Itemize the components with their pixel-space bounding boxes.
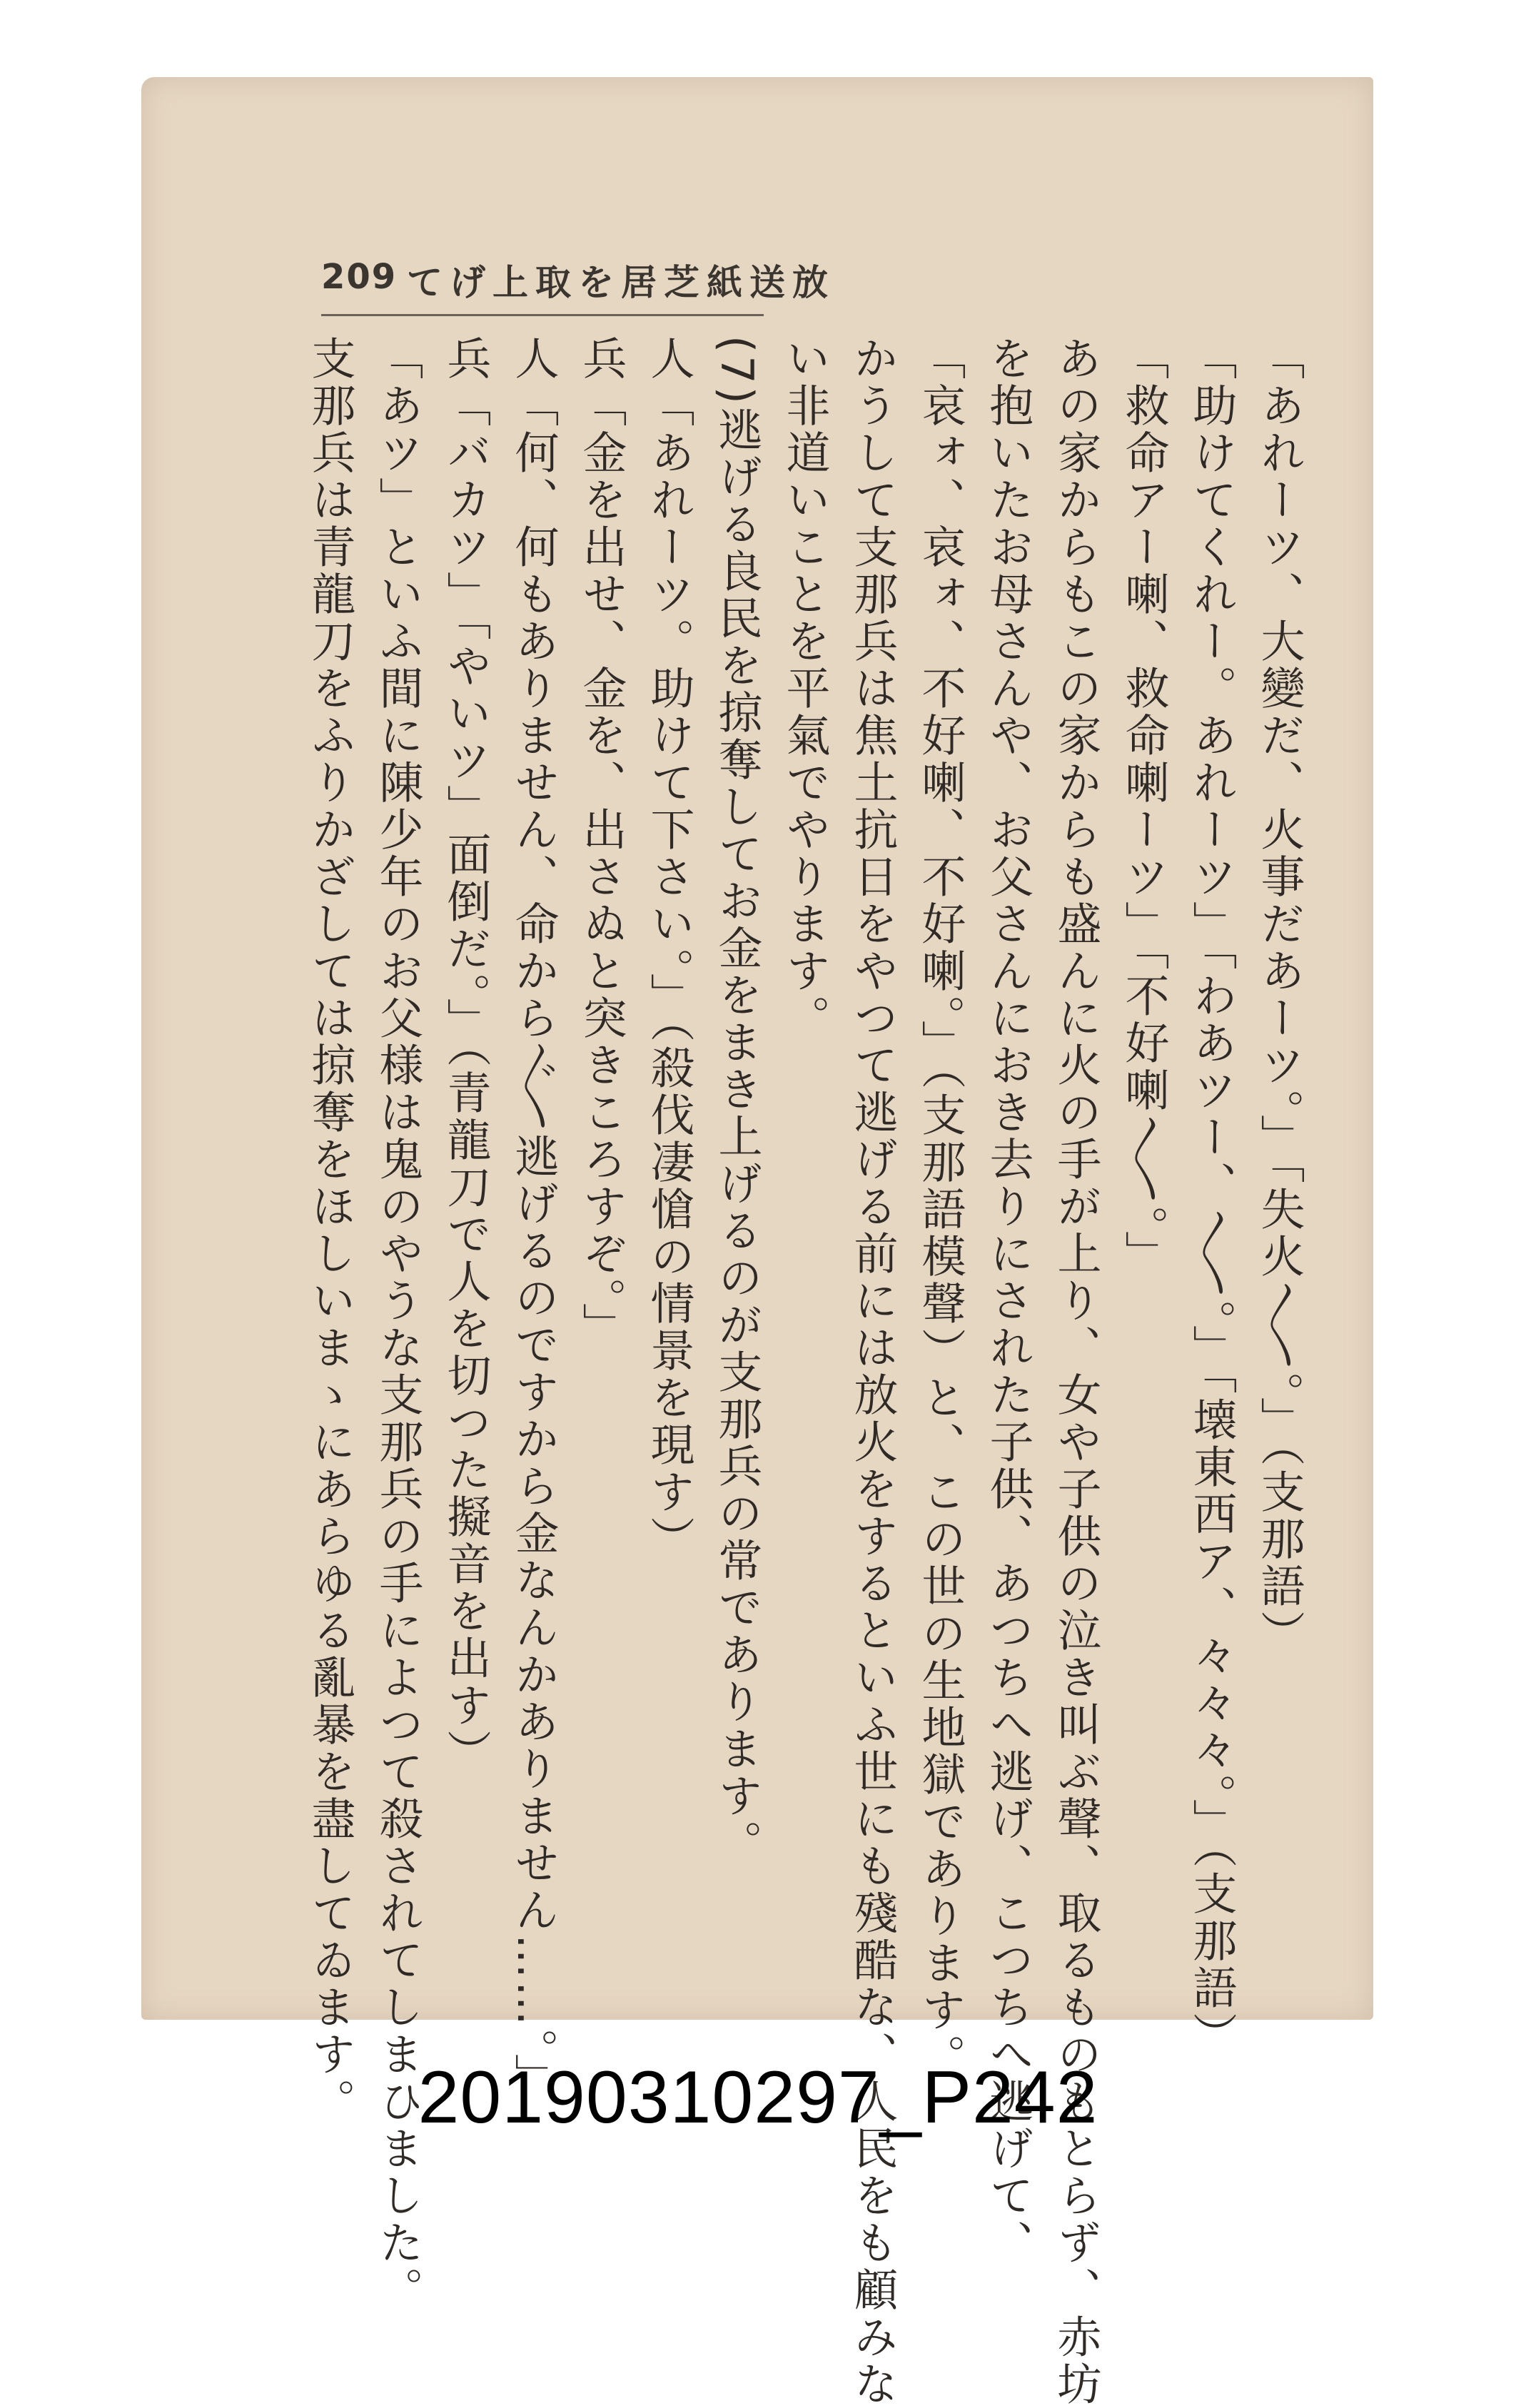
page-number: 209 [321,257,398,297]
text-line-9: (7)逃げる良民を掠奪してお金をまき上げるのが支那兵の常であります。 [711,335,763,1867]
text-line-12: 人「何、何もありません、命から〲逃げるのですから金なんかありません……。」 [507,335,560,2100]
running-header [321,243,835,316]
text-line-3: 「救命アー喇、救命喇ーツ」「不好喇〱。」 [1118,335,1170,1278]
text-line-6: 「哀ォ、哀ォ、不好喇、不好喇。」（支那語模聲）と、この世の生地獄であります。 [914,335,966,2081]
catalog-id: 20190310297_P242 [418,2056,1098,2139]
text-line-14: 「あツ」といふ間に陳少年のお父様は鬼のやうな支那兵の手によつて殺されてしまひました。 [372,335,424,2314]
running-title: てげ上取を居芝紙送放 [407,262,835,303]
text-line-10: 人「あれーツ。助けて下さい。」（殺伐凄愴の情景を現す） [643,335,695,1563]
text-line-15: 支那兵は青龍刀をふりかざしては掠奪をほしいまゝにあらゆる亂暴を盡してゐます。 [304,335,356,2125]
text-line-11: 兵「金を出せ、金を、出さぬと突きころすぞ。」 [575,335,627,1350]
text-line-2: 「助けてくれー。あれーツ」「わあツー、〱。」「壊東西ア、々々々。」（支那語） [1186,335,1238,2059]
text-line-1: 「あれーツ、大變だ、火事だあーツ。」「失火〱。」（支那語） [1253,335,1305,1657]
text-line-4: あの家からもこの家からも盛んに火の手が上り、女や子供の泣き叫ぶ聲、取るものもとらず、赤坊 [1050,335,1102,2408]
text-line-13: 兵「バカツ」「やいツ」面倒だ。」（青龍刀で人を切つた擬音を出す） [440,335,492,1776]
text-line-7: かうして支那兵は焦土抗日をやつて逃げる前には放火をするといふ世にも殘酷な、人民をも顧みな [847,335,899,2408]
text-line-5: を抱いたお母さんや、お父さんにおき去りにされた子供、あつちへ逃げ、こつちへ逃げて、 [982,335,1034,2267]
text-line-8: い非道いことを平氣でやります。 [779,335,831,1042]
